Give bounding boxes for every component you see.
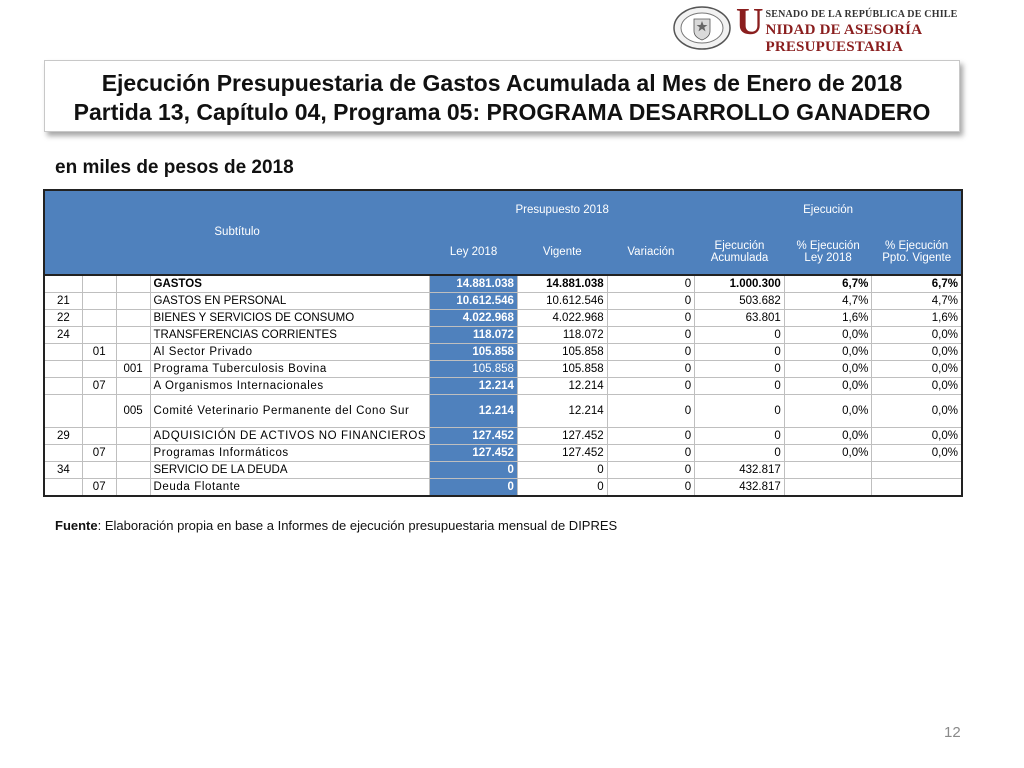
cell-item (82, 428, 116, 445)
cell-pct-ley: 4,7% (784, 293, 872, 310)
table-row (45, 327, 962, 344)
source-note (55, 518, 617, 533)
cell-pct-vigente: 0,0% (872, 395, 962, 428)
source-text: : Elaboración propia en base a Informes de ejecución presupuestaria mensual de DIPRES (97, 518, 618, 533)
cell-descripcion: SERVICIO DE LA DEUDA (150, 462, 430, 479)
table-row (45, 310, 962, 327)
cell-vigente: 127.452 (517, 428, 607, 445)
cell-item (82, 395, 116, 428)
cell-asignacion (116, 344, 150, 361)
cell-descripcion: TRANSFERENCIAS CORRIENTES (150, 327, 430, 344)
cell-ejecucion-acumulada: 432.817 (695, 479, 785, 496)
cell-ley-2018: 12.214 (430, 378, 518, 395)
cell-item (82, 327, 116, 344)
cell-descripcion: GASTOS (150, 275, 430, 293)
cell-item: 07 (82, 445, 116, 462)
senate-seal-icon (672, 5, 732, 51)
cell-item: 01 (82, 344, 116, 361)
header-pct-ley-l2: Ley 2018 (804, 252, 852, 264)
cell-pct-vigente: 0,0% (872, 327, 962, 344)
cell-ejecucion-acumulada: 432.817 (695, 462, 785, 479)
units-subtitle: en miles de pesos de 2018 (55, 157, 294, 178)
table-row (45, 361, 962, 378)
cell-ejecucion-acumulada: 1.000.300 (695, 275, 785, 293)
cell-item: 07 (82, 378, 116, 395)
cell-asignacion (116, 378, 150, 395)
cell-pct-vigente: 4,7% (872, 293, 962, 310)
table-row (45, 275, 962, 293)
cell-ejecucion-acumulada: 63.801 (695, 310, 785, 327)
cell-asignacion: 005 (116, 395, 150, 428)
cell-pct-ley: 0,0% (784, 378, 872, 395)
header-ejecucion: Ejecución (695, 190, 962, 230)
cell-vigente: 118.072 (517, 327, 607, 344)
cell-subtitulo (45, 344, 83, 361)
cell-asignacion (116, 428, 150, 445)
cell-subtitulo (45, 378, 83, 395)
header-pct-vigente-l2: Ppto. Vigente (882, 252, 952, 264)
cell-variacion: 0 (607, 462, 695, 479)
cell-subtitulo (45, 445, 83, 462)
cell-ley-2018: 118.072 (430, 327, 518, 344)
cell-pct-ley: 0,0% (784, 445, 872, 462)
cell-variacion: 0 (607, 310, 695, 327)
cell-ley-2018: 12.214 (430, 395, 518, 428)
cell-asignacion (116, 310, 150, 327)
cell-pct-vigente: 0,0% (872, 361, 962, 378)
cell-vigente: 105.858 (517, 344, 607, 361)
header-variacion: Variación (607, 230, 695, 275)
cell-item (82, 462, 116, 479)
cell-subtitulo: 21 (45, 293, 83, 310)
cell-ley-2018: 0 (430, 479, 518, 496)
cell-pct-vigente: 1,6% (872, 310, 962, 327)
cell-pct-vigente: 6,7% (872, 275, 962, 293)
cell-pct-ley (784, 462, 872, 479)
cell-vigente: 0 (517, 479, 607, 496)
cell-descripcion: BIENES Y SERVICIOS DE CONSUMO (150, 310, 430, 327)
cell-asignacion (116, 479, 150, 496)
title-line-2: Partida 13, Capítulo 04, Programa 05: PROGRAMA DESARROLLO GANADERO (73, 99, 931, 125)
cell-asignacion (116, 327, 150, 344)
cell-subtitulo (45, 361, 83, 378)
cell-ejecucion-acumulada: 0 (695, 445, 785, 462)
cell-pct-ley: 0,0% (784, 428, 872, 445)
title-line-1: Ejecución Presupuestaria de Gastos Acumulada al Mes de Enero de 2018 (101, 70, 903, 96)
cell-variacion: 0 (607, 293, 695, 310)
cell-subtitulo (45, 479, 83, 496)
brand-letter: U (736, 0, 764, 43)
title-box (44, 60, 960, 132)
cell-variacion: 0 (607, 275, 695, 293)
cell-pct-ley: 0,0% (784, 327, 872, 344)
page-number: 12 (944, 724, 961, 741)
cell-vigente: 12.214 (517, 395, 607, 428)
cell-ley-2018: 105.858 (430, 361, 518, 378)
cell-descripcion: A Organismos Internacionales (150, 378, 430, 395)
cell-ley-2018: 105.858 (430, 344, 518, 361)
budget-table (44, 190, 962, 496)
brand-line-2: NIDAD DE ASESORÍA PRESUPUESTARIA (765, 21, 922, 55)
cell-item (82, 310, 116, 327)
header-vigente: Vigente (517, 230, 607, 275)
cell-descripcion: Al Sector Privado (150, 344, 430, 361)
cell-descripcion: Deuda Flotante (150, 479, 430, 496)
cell-pct-ley: 0,0% (784, 361, 872, 378)
cell-variacion: 0 (607, 344, 695, 361)
cell-vigente: 127.452 (517, 445, 607, 462)
cell-item (82, 361, 116, 378)
cell-ejecucion-acumulada: 0 (695, 428, 785, 445)
cell-descripcion: Programa Tuberculosis Bovina (150, 361, 430, 378)
cell-pct-vigente (872, 479, 962, 496)
cell-pct-vigente: 0,0% (872, 344, 962, 361)
cell-vigente: 4.022.968 (517, 310, 607, 327)
cell-ejecucion-acumulada: 503.682 (695, 293, 785, 310)
header-ejec-acumulada-l1: Ejecución (714, 240, 765, 252)
cell-variacion: 0 (607, 395, 695, 428)
cell-vigente: 105.858 (517, 361, 607, 378)
cell-asignacion (116, 275, 150, 293)
cell-asignacion (116, 462, 150, 479)
cell-item (82, 293, 116, 310)
cell-subtitulo (45, 395, 83, 428)
cell-vigente: 12.214 (517, 378, 607, 395)
cell-variacion: 0 (607, 327, 695, 344)
cell-variacion: 0 (607, 445, 695, 462)
cell-ejecucion-acumulada: 0 (695, 378, 785, 395)
cell-pct-vigente: 0,0% (872, 445, 962, 462)
table-row (45, 344, 962, 361)
cell-descripcion: GASTOS EN PERSONAL (150, 293, 430, 310)
header-ejec-acumulada (695, 230, 785, 275)
cell-ejecucion-acumulada: 0 (695, 361, 785, 378)
cell-ley-2018: 127.452 (430, 445, 518, 462)
cell-descripcion: Comité Veterinario Permanente del Cono Sur (150, 395, 430, 428)
cell-vigente: 0 (517, 462, 607, 479)
cell-item: 07 (82, 479, 116, 496)
table-row (45, 378, 962, 395)
cell-pct-vigente: 0,0% (872, 428, 962, 445)
cell-pct-ley: 0,0% (784, 344, 872, 361)
brand (736, 1, 1024, 56)
cell-pct-ley: 0,0% (784, 395, 872, 428)
cell-subtitulo: 24 (45, 327, 83, 344)
cell-variacion: 0 (607, 428, 695, 445)
cell-item (82, 275, 116, 293)
header-pct-vigente (872, 230, 962, 275)
cell-ley-2018: 4.022.968 (430, 310, 518, 327)
cell-pct-ley: 1,6% (784, 310, 872, 327)
senate-logo (672, 0, 1024, 55)
header-ejec-acumulada-l2: Acumulada (710, 252, 769, 264)
cell-ejecucion-acumulada: 0 (695, 395, 785, 428)
cell-variacion: 0 (607, 479, 695, 496)
cell-asignacion: 001 (116, 361, 150, 378)
cell-pct-ley (784, 479, 872, 496)
cell-variacion: 0 (607, 361, 695, 378)
table-row (45, 395, 962, 428)
table-row (45, 445, 962, 462)
cell-ley-2018: 14.881.038 (430, 275, 518, 293)
cell-vigente: 10.612.546 (517, 293, 607, 310)
cell-pct-vigente (872, 462, 962, 479)
table-row (45, 462, 962, 479)
header-pct-ley-l1: % Ejecución (796, 240, 860, 252)
cell-ley-2018: 0 (430, 462, 518, 479)
cell-ley-2018: 127.452 (430, 428, 518, 445)
cell-descripcion: Programas Informáticos (150, 445, 430, 462)
cell-pct-vigente: 0,0% (872, 378, 962, 395)
cell-ley-2018: 10.612.546 (430, 293, 518, 310)
cell-variacion: 0 (607, 378, 695, 395)
cell-ejecucion-acumulada: 0 (695, 327, 785, 344)
cell-subtitulo: 22 (45, 310, 83, 327)
cell-pct-ley: 6,7% (784, 275, 872, 293)
cell-ejecucion-acumulada: 0 (695, 344, 785, 361)
table-row (45, 293, 962, 310)
header-presupuesto: Presupuesto 2018 (430, 190, 695, 230)
cell-subtitulo: 29 (45, 428, 83, 445)
table-row (45, 479, 962, 496)
header-ley: Ley 2018 (430, 230, 518, 275)
source-label: Fuente (55, 518, 98, 533)
header-pct-vigente-l1: % Ejecución (885, 240, 949, 252)
table-row (45, 428, 962, 445)
cell-asignacion (116, 293, 150, 310)
header-pct-ley (784, 230, 872, 275)
cell-vigente: 14.881.038 (517, 275, 607, 293)
cell-descripcion: ADQUISICIÓN DE ACTIVOS NO FINANCIEROS (150, 428, 430, 445)
cell-subtitulo (45, 275, 83, 293)
header-subtitulo: Subtítulo (45, 190, 430, 275)
cell-asignacion (116, 445, 150, 462)
cell-subtitulo: 34 (45, 462, 83, 479)
brand-line-1: SENADO DE LA REPÚBLICA DE CHILE (765, 8, 958, 20)
